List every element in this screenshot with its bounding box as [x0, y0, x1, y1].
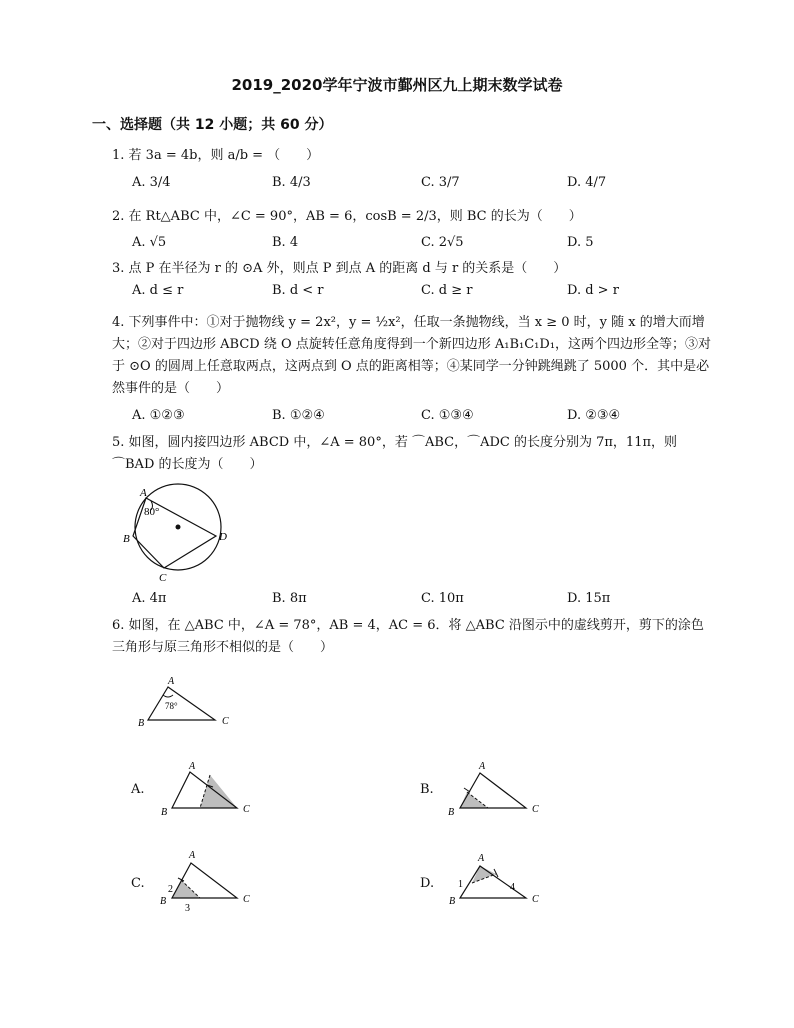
question-3-stem: 3. 点 P 在半径为 r 的 ⊙A 外，则点 P 到点 A 的距离 d 与 r 的关系是（ ）	[112, 261, 567, 276]
question-4-option-b: B. ①②④	[272, 408, 325, 423]
question-4-option-d: D. ②③④	[567, 408, 621, 423]
question-5-option-a: A. 4π	[132, 591, 167, 606]
q6b-label-a: A	[479, 761, 486, 772]
question-5-stem: 5. 如图，圆内接四边形 ABCD 中，∠A = 80°，若 ⌒ABC，⌒ADC 的长度分别为 7π，11π，则 ⌒BAD 的长度为（ ）	[112, 435, 678, 472]
question-1-option-b: B. 4/3	[272, 175, 311, 190]
q5-label-d: D	[219, 531, 227, 543]
q6-option-c-label: C.	[131, 876, 145, 891]
q6d-label-b: B	[449, 896, 456, 907]
question-2-stem: 2. 在 Rt△ABC 中，∠C = 90°，AB = 6，cosB = 2/3，则 BC 的长为（ ）	[112, 209, 582, 224]
q5-circle-figure	[118, 480, 238, 586]
question-5-option-c: C. 10π	[421, 591, 464, 606]
section-heading: 一、选择题（共 12 小题；共 60 分）	[92, 117, 333, 133]
question-2-option-a: A. √5	[132, 235, 167, 250]
q6-label-a: A	[168, 676, 175, 687]
q5-angle-label: 80°	[144, 506, 160, 518]
q6-angle-label: 78°	[165, 701, 178, 711]
q6d-mark-right: 4	[510, 882, 515, 893]
q6-option-d-figure	[444, 846, 554, 918]
question-3-option-c: C. d ≥ r	[421, 283, 473, 298]
q6-option-b-figure	[444, 758, 554, 818]
q6d-label-c: C	[532, 894, 539, 905]
question-1-option-d: D. 4/7	[567, 175, 607, 190]
question-1-option-a: A. 3/4	[132, 175, 171, 190]
q5-label-c: C	[159, 572, 167, 584]
q6a-label-a: A	[189, 761, 196, 772]
q6-label-c: C	[222, 716, 229, 727]
question-3-option-b: B. d < r	[272, 283, 324, 298]
q6-option-a-figure	[155, 758, 255, 818]
question-1-stem: 1. 若 3a = 4b，则 a/b = （ ）	[112, 148, 320, 163]
question-1-option-c: C. 3/7	[421, 175, 460, 190]
q5-label-b: B	[123, 533, 130, 545]
q6-original-triangle	[134, 672, 244, 730]
q6-option-a-label: A.	[131, 782, 145, 797]
question-3-option-d: D. d > r	[567, 283, 619, 298]
q6a-label-c: C	[243, 804, 250, 815]
q6a-label-b: B	[161, 807, 168, 818]
q6c-mark-left: 2	[168, 884, 173, 895]
question-2-option-d: D. 5	[567, 235, 594, 250]
question-4-option-a: A. ①②③	[132, 408, 185, 423]
question-5-option-d: D. 15π	[567, 591, 611, 606]
q6d-label-a: A	[478, 853, 485, 864]
q6-option-b-label: B.	[420, 782, 434, 797]
q6-label-b: B	[138, 718, 145, 729]
q6-option-d-label: D.	[420, 876, 435, 891]
question-5-option-b: B. 8π	[272, 591, 307, 606]
question-3-option-a: A. d ≤ r	[132, 283, 184, 298]
q6-option-c-figure	[155, 846, 255, 918]
q5-label-a: A	[140, 487, 147, 499]
q6c-label-a: A	[189, 850, 196, 861]
question-2-option-c: C. 2√5	[421, 235, 464, 250]
question-4-stem: 4. 下列事件中：①对于抛物线 y = 2x²，y = ½x²，任取一条抛物线，当 x ≥ 0 时，y 随 x 的增大而增大；②对于四边形 ABCD 绕 O 点旋转任意角度得到一个新四边形 A₁B₁C₁D₁，这两个四边形全等；③对于 ⊙O 的圆周上任意取两点，这两点到 O 点的距离相等；④某同学一分钟跳绳跳了 5000 个．其中是必然事件的是（ ）	[112, 315, 712, 396]
q6d-mark-left: 1	[458, 879, 463, 890]
question-6-stem: 6. 如图，在 △ABC 中，∠A = 78°，AB = 4，AC = 6．将 △ABC 沿图示中的虚线剪开，剪下的涂色三角形与原三角形不相似的是（ ）	[112, 618, 704, 655]
question-4-option-c: C. ①③④	[421, 408, 474, 423]
page-title: 2019_2020学年宁波市鄞州区九上期末数学试卷	[231, 76, 563, 94]
q6b-label-c: C	[532, 804, 539, 815]
question-2-option-b: B. 4	[272, 235, 299, 250]
q6c-label-b: B	[160, 896, 167, 907]
q6c-mark-bottom: 3	[185, 903, 190, 914]
q6c-label-c: C	[243, 894, 250, 905]
q6b-label-b: B	[448, 807, 455, 818]
